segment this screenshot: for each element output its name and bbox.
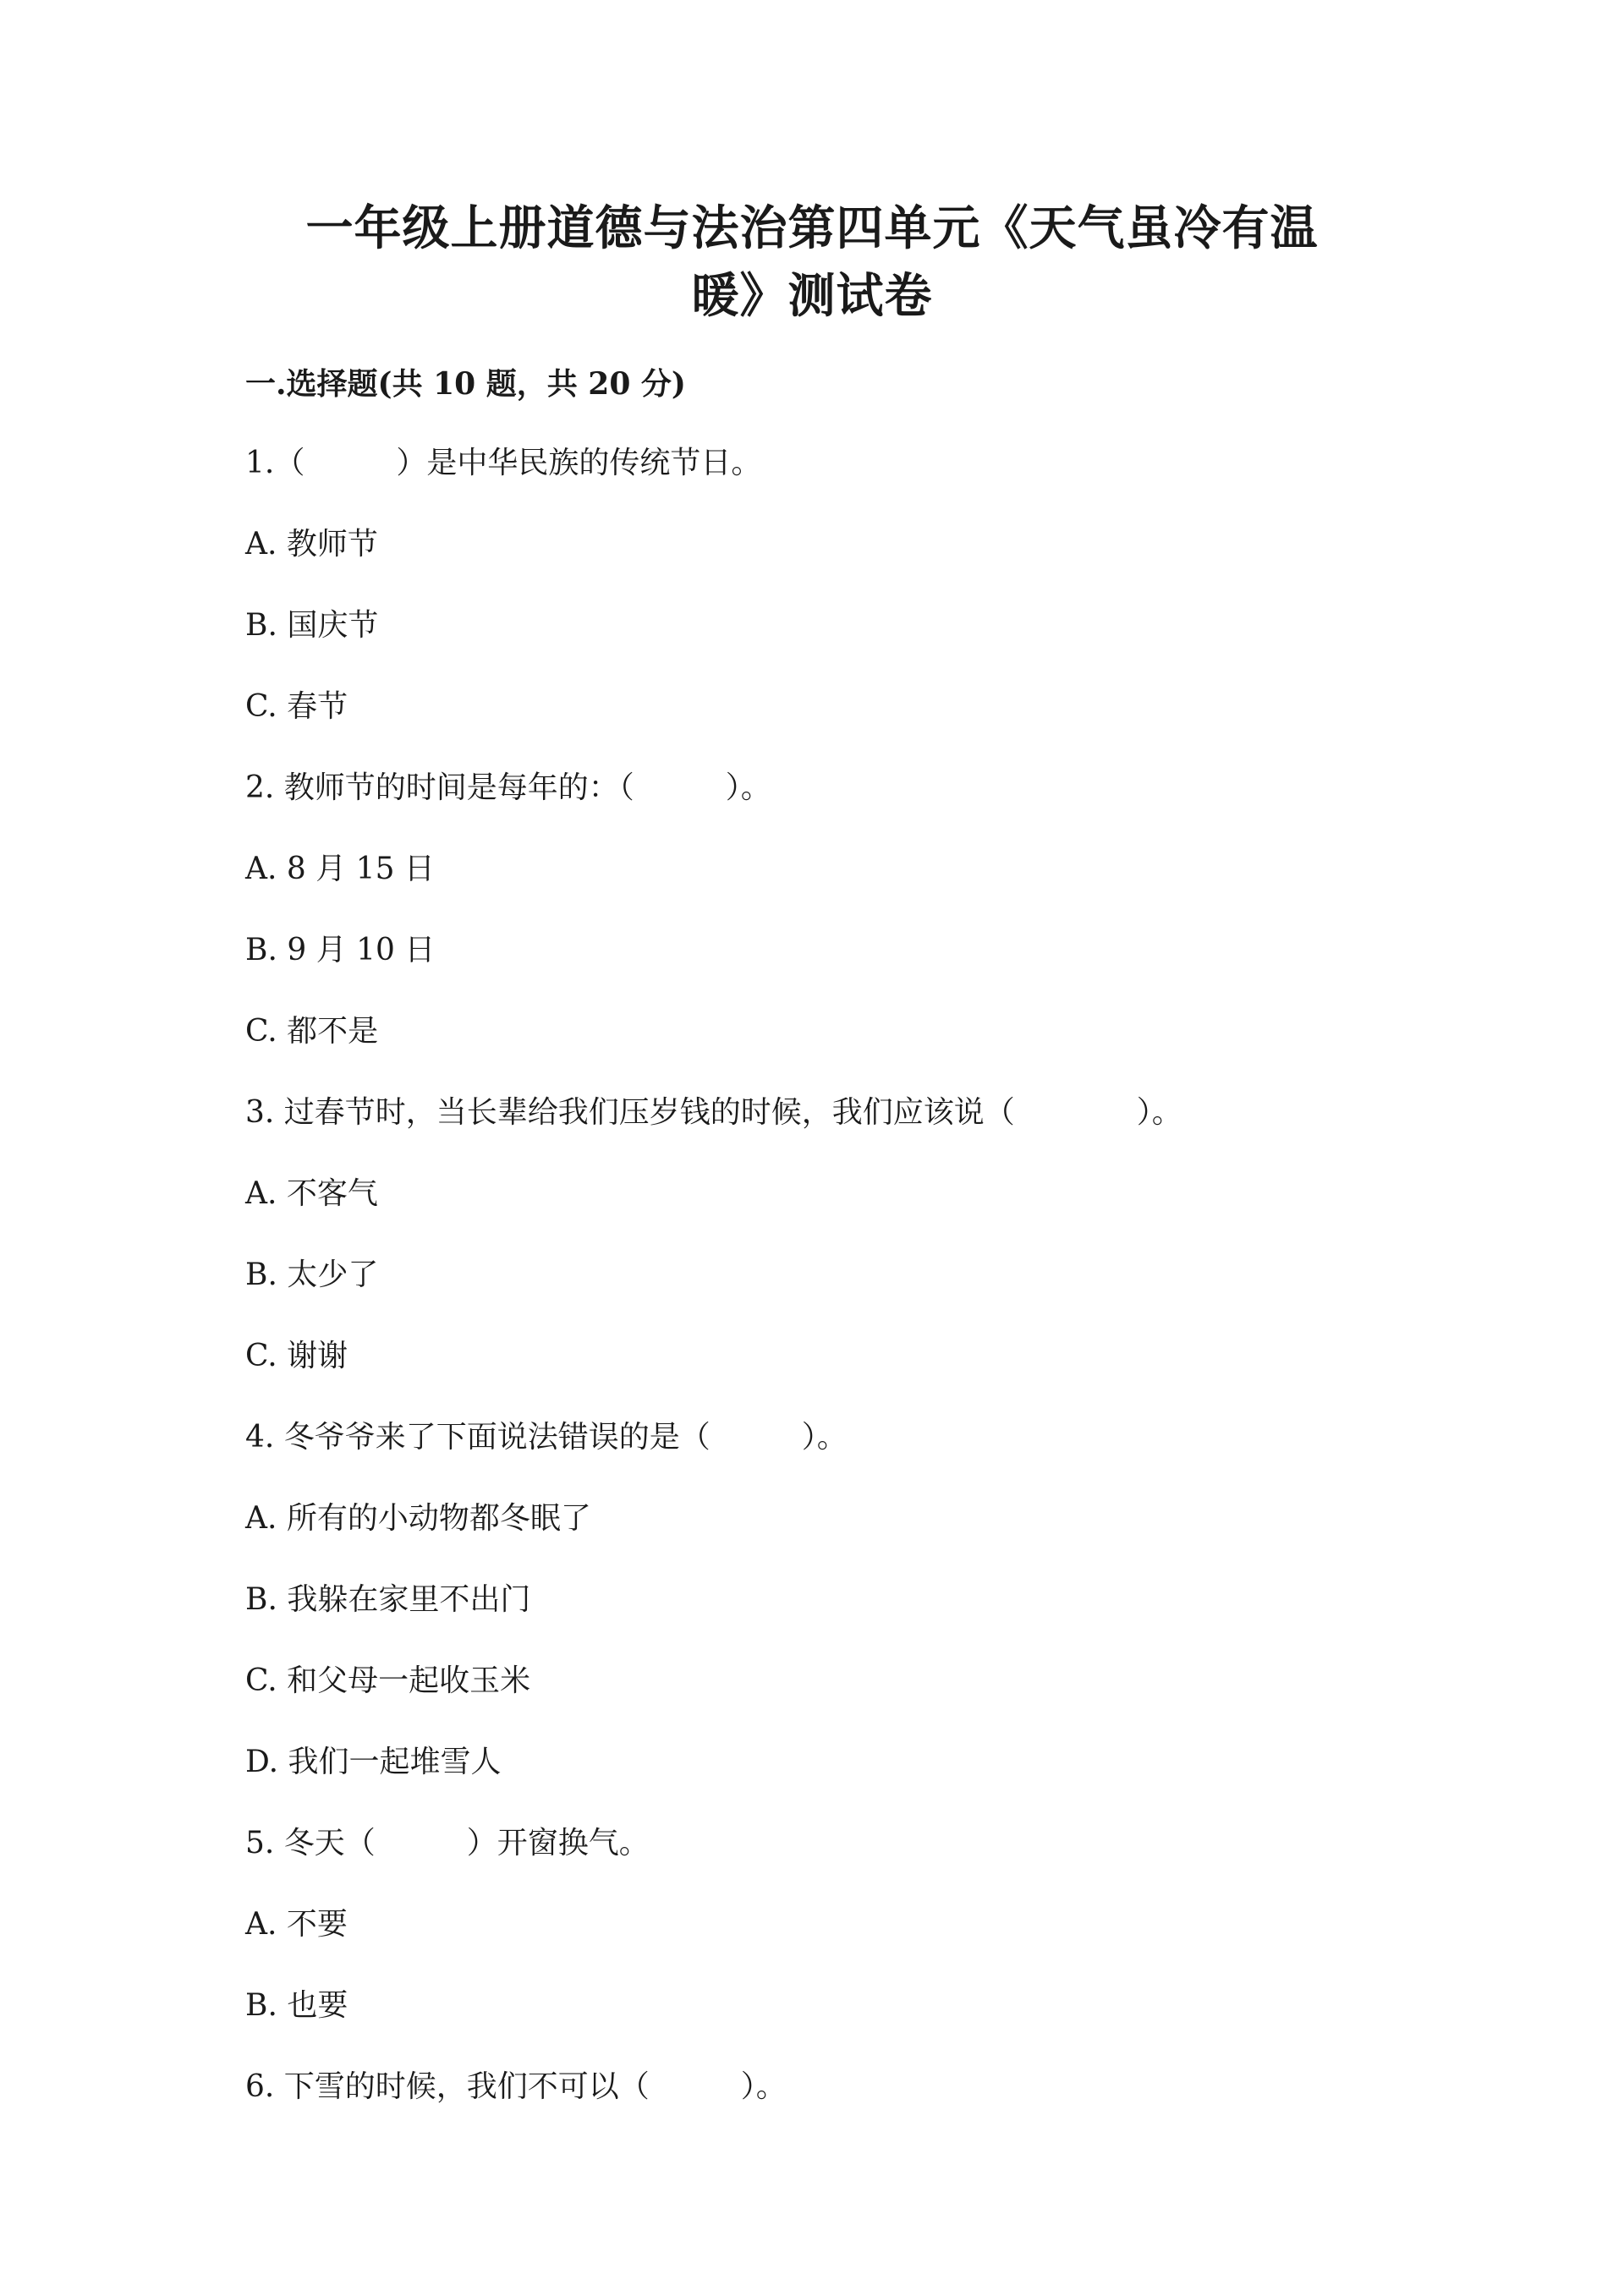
question-2-option-b: B. 9 月 10 日 (245, 933, 436, 967)
question-4-option-d: D. 我们一起堆雪人 (245, 1745, 502, 1779)
question-5-option-a: A. 不要 (245, 1907, 348, 1942)
question-3: 3. 过春节时，当长辈给我们压岁钱的时候，我们应该说（ ）。 (245, 1095, 1182, 1130)
question-3-option-b: B. 太少了 (245, 1258, 379, 1292)
section-heading-multiple-choice: 一.选择题(共 10 题，共 20 分) (245, 366, 686, 402)
question-2: 2. 教师节的时间是每年的：（ ）。 (245, 770, 771, 805)
question-2-option-c: C. 都不是 (245, 1014, 379, 1049)
question-2-option-a: A. 8 月 15 日 (245, 852, 435, 886)
question-1-option-a: A. 教师节 (245, 527, 378, 562)
question-1: 1.（ ）是中华民族的传统节日。 (245, 446, 762, 480)
question-4: 4. 冬爷爷来了下面说法错误的是（ ）。 (245, 1420, 848, 1455)
question-1-option-b: B. 国庆节 (245, 608, 379, 643)
question-1-option-c: C. 春节 (245, 689, 348, 724)
paper-title-line-1: 一年级上册道德与法治第四单元《天气虽冷有温 (305, 200, 1319, 256)
question-3-option-a: A. 不客气 (245, 1176, 378, 1211)
question-5: 5. 冬天（ ）开窗换气。 (245, 1826, 650, 1860)
question-6: 6. 下雪的时候，我们不可以（ ）。 (245, 2069, 787, 2104)
question-5-option-b: B. 也要 (245, 1988, 348, 2023)
paper-title-line-2: 暖》测试卷 (691, 268, 933, 324)
question-4-option-b: B. 我躲在家里不出门 (245, 1582, 531, 1617)
question-4-option-a: A. 所有的小动物都冬眠了 (245, 1501, 591, 1536)
question-4-option-c: C. 和父母一起收玉米 (245, 1663, 531, 1698)
question-3-option-c: C. 谢谢 (245, 1339, 348, 1373)
